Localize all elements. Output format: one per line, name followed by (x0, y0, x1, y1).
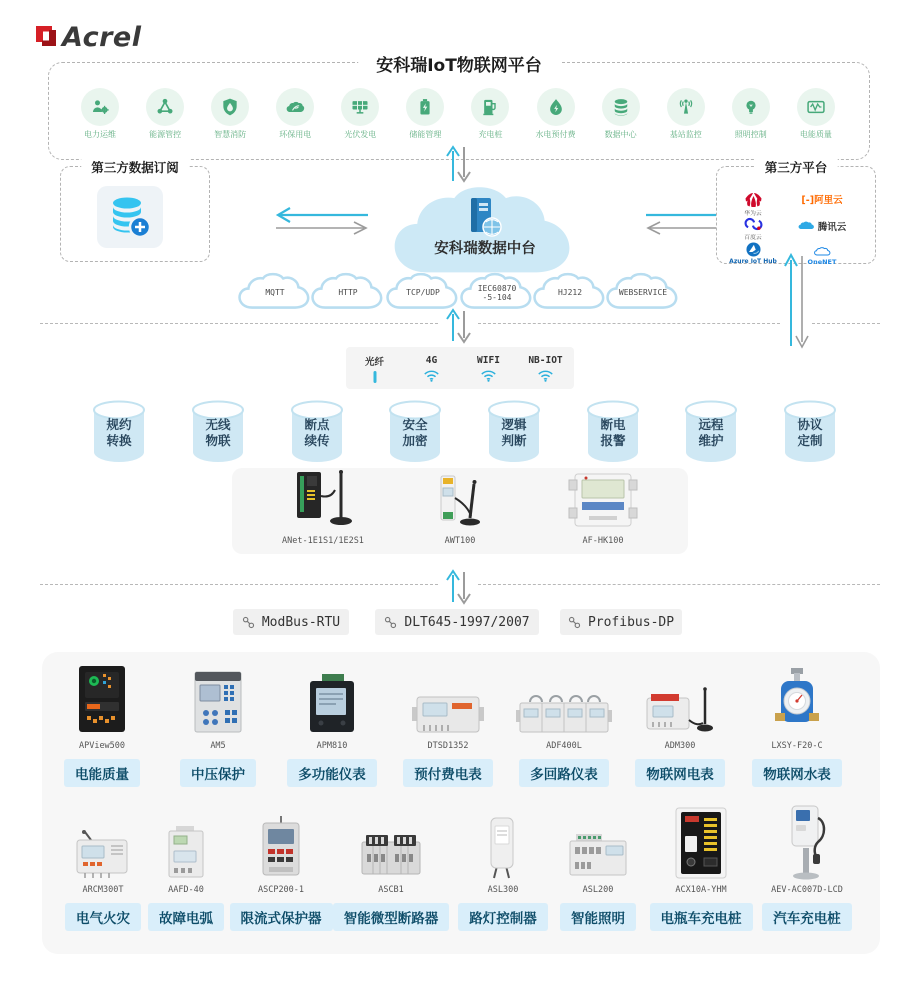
product-category-badge: 路灯控制器 (458, 903, 548, 931)
link-icon (242, 616, 255, 629)
product-item (641, 822, 761, 931)
application-label: 数据中心 (604, 130, 637, 139)
alibaba-cloud-icon: [-]阿里云 (801, 195, 843, 206)
product-category-badge: 电瓶车充电桩 (650, 903, 753, 931)
protocol-label: MQTT (265, 288, 285, 298)
breaker-bank-device (331, 822, 451, 880)
alibaba-bracket-glyph: [-] (801, 195, 815, 206)
right-long-up-down-arrow (782, 252, 810, 354)
energy-control-icon (146, 88, 184, 126)
product-category-badge: 限流式保护器 (230, 903, 333, 931)
azure-iot-hub-icon (719, 242, 787, 258)
lighting-icon (732, 88, 770, 126)
application-label: 电力运维 (84, 130, 116, 139)
database-plus-icon (97, 186, 163, 248)
capability-line1: 安全 (402, 417, 428, 432)
protocol-label: IEC60870 (477, 283, 517, 293)
base-station-icon (667, 88, 705, 126)
platform-label: 腾讯云 (817, 221, 847, 233)
field-protocol-label: Profibus-DP (587, 614, 675, 630)
wifi-icon (460, 367, 517, 381)
product-category-badge: 物联网水表 (752, 759, 842, 787)
product-model: ADF400L (546, 741, 582, 751)
gateway-model: AF-HK100 (582, 536, 624, 546)
up-down-arrow-bottom (443, 569, 473, 609)
product-model: APView500 (78, 741, 126, 751)
third-party-title: 第三方平台 (755, 158, 838, 176)
platform-label: Azure IoT Hub (729, 258, 777, 265)
protection-relay-device (158, 662, 278, 736)
capability-line2: 报警 (600, 433, 626, 449)
connectivity-label: NB-IOT (528, 355, 563, 366)
acrel-logo-icon (34, 24, 58, 52)
connectivity-item (460, 355, 517, 381)
capability-line1: 断点 (304, 417, 330, 432)
capability-line2: 续传 (304, 433, 330, 449)
platform-label: 百度云 (744, 235, 762, 241)
gateway-item (385, 472, 535, 546)
product-item (221, 822, 341, 931)
wallbox-charger-device (641, 822, 761, 880)
connectivity-item (403, 355, 460, 381)
connectivity-item (517, 355, 574, 381)
product-item (747, 822, 867, 931)
application-item (394, 88, 456, 140)
wall-panel-device (528, 472, 678, 530)
field-protocol-label: DLT645-1997/2007 (404, 614, 530, 630)
product-model: ARCM300T (82, 885, 124, 895)
product-category-badge: 多功能仪表 (287, 759, 377, 787)
power-ops-icon (81, 88, 119, 126)
application-label: 电能质量 (799, 130, 832, 139)
application-item (264, 88, 326, 140)
product-category-badge: 中压保护 (180, 759, 256, 787)
product-model: ASL200 (582, 885, 614, 895)
water-meter-device (737, 662, 857, 736)
capability-line1: 断电 (600, 417, 626, 432)
gateway-item (248, 472, 398, 546)
product-item (388, 662, 508, 787)
third-party-platform-item (719, 242, 787, 265)
separator-line (478, 323, 780, 324)
protocol-label: HTTP (338, 288, 358, 298)
application-label: 环保用电 (279, 130, 312, 139)
fiber-icon (346, 369, 403, 383)
field-protocol-chip (560, 609, 682, 635)
product-category-badge: 预付费电表 (403, 759, 493, 787)
connectivity-item (346, 354, 403, 383)
product-item (272, 662, 392, 787)
protocol-label: HJ212 (557, 288, 583, 298)
platform-label: 华为云 (744, 211, 762, 217)
capability-line2: 维护 (698, 433, 724, 449)
connectivity-label: 4G (425, 355, 438, 366)
connectivity-label: WIFI (477, 355, 500, 366)
din-antenna-device (385, 472, 535, 530)
application-item (720, 88, 782, 140)
capability-line2: 判断 (501, 433, 527, 449)
product-model: DTSD1352 (427, 741, 469, 751)
capability-cylinder (487, 400, 541, 464)
application-item (655, 88, 717, 140)
tencent-cloud-icon (798, 216, 815, 235)
separator-line (812, 323, 880, 324)
protocol-cloud (605, 270, 681, 316)
product-model: ASCB1 (378, 885, 404, 895)
gateway-item (528, 472, 678, 546)
prepay-icon (537, 88, 575, 126)
product-model: AEV-AC007D-LCD (771, 885, 843, 895)
application-label: 照明控制 (734, 130, 767, 139)
capability-line1: 逻辑 (501, 417, 527, 432)
ev-charger-icon (471, 88, 509, 126)
link-icon (568, 616, 581, 629)
application-item (459, 88, 521, 140)
acrel-logo (34, 22, 141, 53)
capability-cylinder (388, 400, 442, 464)
capability-cylinder (586, 400, 640, 464)
protocol-cloud (310, 270, 386, 316)
third-party-platform-item (788, 192, 856, 206)
link-icon (384, 616, 397, 629)
separator-line (40, 584, 438, 585)
product-model: AM5 (210, 741, 226, 751)
third-party-platform-item (788, 216, 856, 235)
left-exchange-arrows (272, 206, 372, 240)
capability-line1: 规约 (106, 417, 132, 432)
capability-cylinder (783, 400, 837, 464)
connectivity-bar (346, 347, 574, 389)
separator-line (40, 323, 438, 324)
field-protocol-chip (375, 609, 539, 635)
panel-meter-device (272, 662, 392, 736)
product-item (42, 662, 162, 787)
data-hub-label: 安科瑞数据中台 (434, 241, 536, 257)
gateway-antenna-device (248, 472, 398, 530)
field-protocol-chip (233, 609, 349, 635)
application-label: 水电预付费 (535, 130, 576, 139)
wifi-icon (517, 367, 574, 381)
product-item (158, 662, 278, 787)
application-item (329, 88, 391, 140)
din-lighting-device (538, 822, 658, 880)
product-model: LXSY-F20-C (771, 741, 823, 751)
huawei-cloud-icon (719, 192, 787, 208)
application-item (590, 88, 652, 140)
application-item (525, 88, 587, 140)
solar-icon (341, 88, 379, 126)
power-quality-icon (797, 88, 835, 126)
wifi-icon (403, 367, 460, 381)
capability-line2: 加密 (402, 433, 428, 449)
wall-meter-device (221, 822, 341, 880)
protocol-label: WEBSERVICE (618, 288, 668, 298)
capability-line2: 物联 (205, 433, 231, 449)
product-category-badge: 故障电弧 (148, 903, 224, 931)
product-model: ASL300 (487, 885, 519, 895)
separator-line (478, 584, 880, 585)
product-category-badge: 物联网电表 (635, 759, 725, 787)
fire-safety-icon (211, 88, 249, 126)
product-model: ACX10A-YHM (675, 885, 727, 895)
product-category-badge: 智能照明 (560, 903, 636, 931)
platform-label: OneNET (807, 258, 837, 266)
third-party-platform-item (719, 192, 787, 217)
capability-cylinder (92, 400, 146, 464)
product-model: ASCP200-1 (257, 885, 305, 895)
product-category-badge: 电能质量 (64, 759, 140, 787)
capability-cylinder (191, 400, 245, 464)
product-model: APM810 (316, 741, 348, 751)
subscription-title: 第三方数据订阅 (81, 158, 189, 176)
charging-post-device (747, 822, 867, 880)
acrel-logo-text: Acrel (62, 22, 142, 53)
product-category-badge: 汽车充电桩 (762, 903, 852, 931)
product-item (620, 662, 740, 787)
application-label: 充电桩 (478, 130, 503, 139)
product-item (504, 662, 624, 787)
protocol-label-2: -5-104 (482, 293, 512, 302)
protocol-cloud (237, 270, 313, 316)
application-label: 光伏发电 (344, 130, 377, 139)
third-party-platform-item (719, 216, 787, 241)
capability-line2: 定制 (797, 433, 823, 449)
din-meter-device (388, 662, 508, 736)
product-item (737, 662, 857, 787)
application-icons-row (48, 88, 868, 140)
application-item (199, 88, 261, 140)
data-center-icon (602, 88, 640, 126)
application-item (134, 88, 196, 140)
eco-power-icon (276, 88, 314, 126)
product-item (331, 822, 451, 931)
product-item (538, 822, 658, 931)
product-category-badge: 多回路仪表 (519, 759, 609, 787)
gateway-model: AWT100 (444, 536, 476, 546)
capability-line2: 转换 (106, 433, 132, 449)
iot-meter-antenna-device (620, 662, 740, 736)
protocol-cloud (532, 270, 608, 316)
capability-line1: 远程 (698, 417, 724, 432)
platform-title: 安科瑞IoT物联网平台 (358, 51, 560, 76)
multi-circuit-meter-device (504, 662, 624, 736)
application-label: 能源管控 (149, 130, 182, 139)
connectivity-label: 光纤 (364, 356, 384, 368)
application-label: 储能管理 (409, 130, 442, 139)
capability-cylinder (684, 400, 738, 464)
product-model: ADM300 (664, 741, 696, 751)
application-item (785, 88, 847, 140)
product-category-badge: 智能微型断路器 (333, 903, 450, 931)
capability-cylinder (290, 400, 344, 464)
protocol-label: TCP/UDP (406, 288, 440, 298)
baidu-cloud-icon (719, 216, 787, 232)
application-label: 基站监控 (669, 130, 702, 139)
capability-line1: 无线 (205, 417, 231, 432)
energy-storage-icon (406, 88, 444, 126)
application-item (69, 88, 131, 140)
field-protocol-label: ModBus-RTU (261, 614, 341, 630)
gateway-model: ANet-1E1S1/1E2S1 (282, 536, 364, 546)
capability-line1: 协议 (797, 417, 823, 432)
product-category-badge: 电气火灾 (65, 903, 141, 931)
up-down-arrow-mid (443, 308, 473, 348)
application-label: 智慧消防 (214, 130, 247, 139)
product-model: AAFD-40 (168, 885, 204, 895)
dark-panel-device (42, 662, 162, 736)
